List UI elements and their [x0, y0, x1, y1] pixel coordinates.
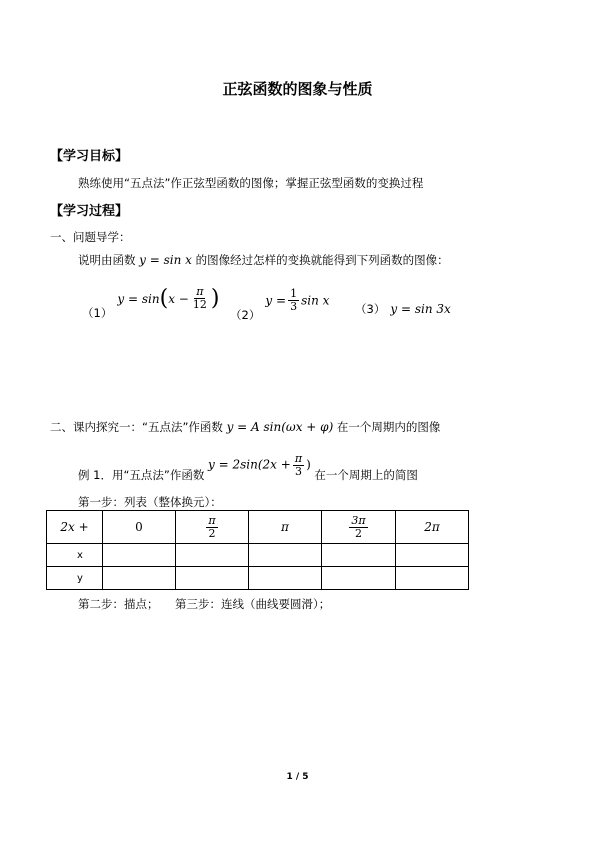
header-value-cell	[322, 511, 396, 544]
table-cell	[176, 544, 249, 567]
header-value-cell: 0	[103, 511, 176, 544]
item-2-rhs: sin x	[301, 293, 330, 308]
header-fraction	[349, 515, 367, 539]
item-1-label: （1）	[82, 306, 113, 320]
question-suffix: 的图像经过怎样的变换就能得到下列函数的图像：	[195, 253, 449, 267]
page-number: 1 / 5	[286, 772, 309, 782]
part2-heading	[50, 419, 440, 435]
table-cell	[103, 544, 176, 567]
process-heading: 【学习过程】	[50, 204, 129, 219]
example-1	[78, 452, 418, 482]
step-3: 第三步：连线（曲线要圆滑）；	[175, 597, 331, 611]
table-row	[47, 567, 469, 590]
table-cell	[176, 567, 249, 590]
fraction-numerator: π	[196, 285, 204, 299]
item-3-label: （3）	[355, 302, 386, 316]
part2-heading-function: y = A sin(ωx + φ)	[226, 420, 334, 434]
example-prefix: 例 1．用“五点法”作函数	[78, 467, 205, 482]
item-2-fraction	[288, 288, 299, 312]
fraction-denominator: 2	[354, 526, 362, 540]
table-cell	[396, 567, 469, 590]
example-suffix: 在一个周期上的简图	[314, 467, 418, 482]
fraction-numerator: π	[208, 513, 216, 527]
part1-heading: 一、问题导学：	[50, 230, 131, 244]
step-2: 第二步：描点；	[78, 597, 159, 611]
left-paren: (	[159, 286, 169, 311]
header-value-cell: π	[249, 511, 322, 544]
table-cell	[322, 567, 396, 590]
header-value-cell: 2π	[396, 511, 469, 544]
fraction-numerator: 1	[290, 287, 298, 300]
table-cell	[249, 544, 322, 567]
table-cell	[249, 567, 322, 590]
part1-question	[78, 252, 449, 268]
base-function: y = sin x	[139, 253, 192, 267]
example-lhs: y = 2sin(2x +	[208, 457, 291, 472]
item-2	[230, 287, 330, 322]
item-3	[355, 298, 451, 317]
table-cell	[103, 567, 176, 590]
example-fraction	[293, 453, 304, 477]
header-label-cell: 2x +	[47, 511, 103, 544]
part2-heading-prefix: 二、课内探究一：“五点法”作函数	[50, 420, 223, 434]
row-label-x: x	[47, 544, 103, 567]
part2-heading-suffix: 在一个周期内的图像	[336, 420, 441, 434]
goals-text: 熟练使用“五点法”作正弦型函数的图像；掌握正弦型函数的变换过程	[78, 176, 424, 190]
value-table	[46, 510, 469, 590]
fraction-denominator: 3	[290, 299, 298, 313]
right-paren: )	[210, 286, 220, 311]
header-fraction	[206, 515, 217, 539]
table-row	[47, 511, 469, 544]
item-1-inner: x −	[168, 292, 189, 306]
item-1-lhs: y = sin	[117, 292, 160, 306]
fraction-denominator: 12	[192, 298, 207, 311]
step-1: 第一步：列表（整体换元）：	[78, 495, 222, 509]
fraction-numerator: 3π	[351, 513, 366, 527]
item-1	[82, 285, 220, 320]
fraction-denominator: 2	[208, 526, 216, 540]
example-rhs: )	[306, 457, 311, 472]
item-1-fraction	[191, 286, 209, 310]
header-value-cell	[176, 511, 249, 544]
item-2-label: （2）	[230, 307, 261, 322]
fraction-denominator: 3	[294, 464, 302, 478]
item-2-lhs: y =	[265, 293, 287, 308]
fraction-numerator: π	[294, 452, 303, 465]
item-3-expr: y = sin 3x	[390, 302, 451, 316]
table-cell	[396, 544, 469, 567]
row-label-y: y	[47, 567, 103, 590]
question-prefix: 说明由函数	[78, 253, 136, 267]
goals-heading: 【学习目标】	[50, 149, 129, 164]
page-title: 正弦函数的图象与性质	[222, 80, 373, 98]
table-row	[47, 544, 469, 567]
table-cell	[322, 544, 396, 567]
